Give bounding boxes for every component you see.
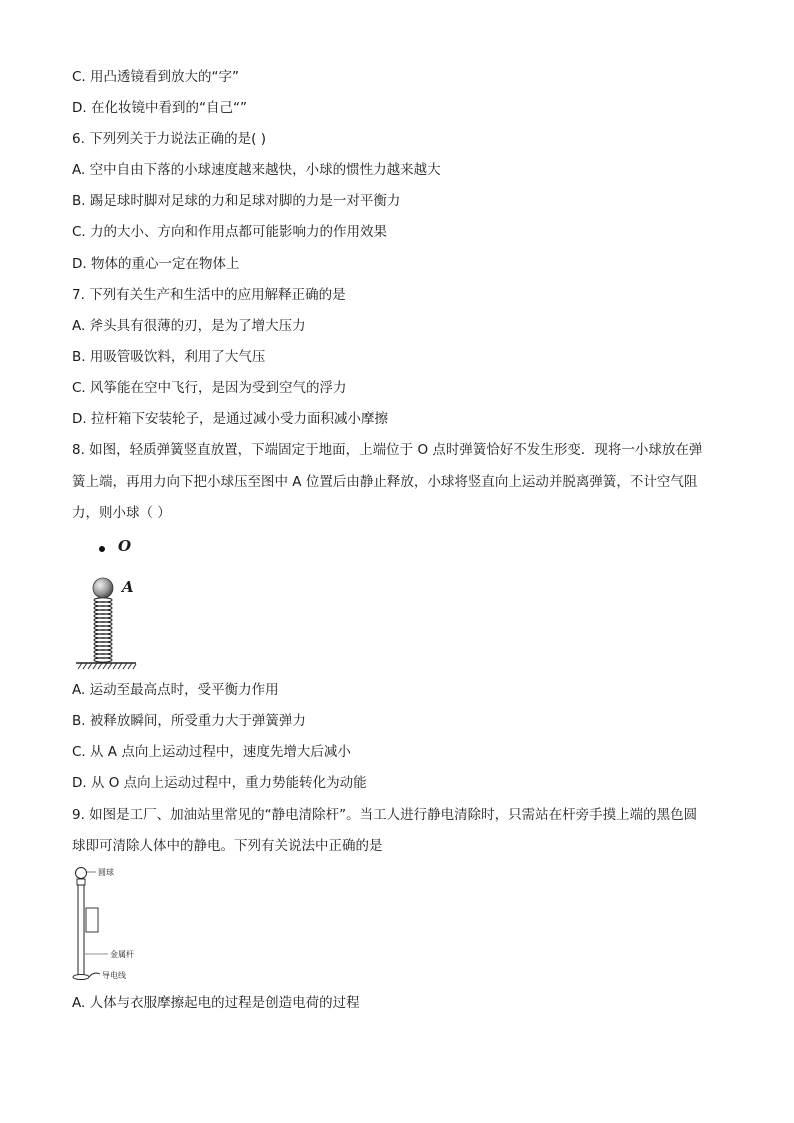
option-7b: B. 用吸管吸饮料，利用了大气压: [72, 349, 266, 365]
question-6: 6. 下列列关于力说法正确的是( ): [72, 131, 266, 147]
label-o: O: [118, 537, 132, 555]
option-6c: C. 力的大小、方向和作用点都可能影响力的作用效果: [72, 224, 388, 240]
label-metal-rod: 金属杆: [110, 950, 134, 959]
option-6d: D. 物体的重心一定在物体上: [72, 256, 240, 272]
option-5c: C. 用凸透镜看到放大的“字”: [72, 69, 239, 85]
option-5d: D. 在化妆镜中看到的“自己“”: [72, 100, 247, 116]
option-8c: C. 从 A 点向上运动过程中，速度先增大后减小: [72, 744, 351, 760]
rod-box: [86, 908, 98, 932]
option-7d: D. 拉杆箱下安装轮子，是通过减小受力面积减小摩擦: [72, 411, 388, 427]
round-ball: [76, 868, 87, 879]
label-wire: 导电线: [102, 971, 126, 980]
metal-rod: [78, 885, 84, 975]
label-round-ball: 圆球: [98, 868, 114, 877]
spring-coils: [94, 598, 112, 662]
option-6a: A. 空中自由下落的小球速度越来越快，小球的惯性力越来越大: [72, 162, 441, 178]
question-8-line2: 簧上端，再用力向下把小球压至图中 A 位置后由静止释放，小球将竖直向上运动并脱离弹簧，不计空气阻: [72, 474, 698, 490]
ground-hatch: [78, 663, 136, 669]
option-7a: A. 斧头具有很薄的刃，是为了增大压力: [72, 318, 306, 334]
label-a: A: [122, 578, 134, 596]
question-9-line1: 9. 如图是工厂、加油站里常见的“静电清除杆”。当工人进行静电清除时，只需站在杆旁手摸上端的黑色圆: [72, 807, 698, 823]
option-8d: D. 从 O 点向上运动过程中，重力势能转化为动能: [72, 775, 367, 791]
ball: [93, 578, 113, 598]
option-8b: B. 被释放瞬间，所受重力大于弹簧弹力: [72, 713, 306, 729]
spring-figure: [72, 536, 172, 672]
question-8-line1: 8. 如图，轻质弹簧竖直放置，下端固定于地面，上端位于 O 点时弹簧恰好不发生形变．现将一小球放在弹: [72, 442, 703, 458]
question-9-line2: 球即可清除人体中的静电。下列有关说法中正确的是: [72, 838, 383, 854]
question-7: 7. 下列有关生产和生活中的应用解释正确的是: [72, 287, 346, 303]
option-8a: A. 运动至最高点时，受平衡力作用: [72, 682, 279, 698]
static-rod-figure: [70, 864, 130, 986]
option-7c: C. 风筝能在空中飞行，是因为受到空气的浮力: [72, 380, 347, 396]
question-8-line3: 力，则小球（ ）: [72, 505, 171, 521]
option-6b: B. 踢足球时脚对足球的力和足球对脚的力是一对平衡力: [72, 193, 401, 209]
wire: [89, 973, 100, 977]
option-9a: A. 人体与衣服摩擦起电的过程是创造电荷的过程: [72, 995, 360, 1011]
point-o-dot: [99, 546, 105, 552]
